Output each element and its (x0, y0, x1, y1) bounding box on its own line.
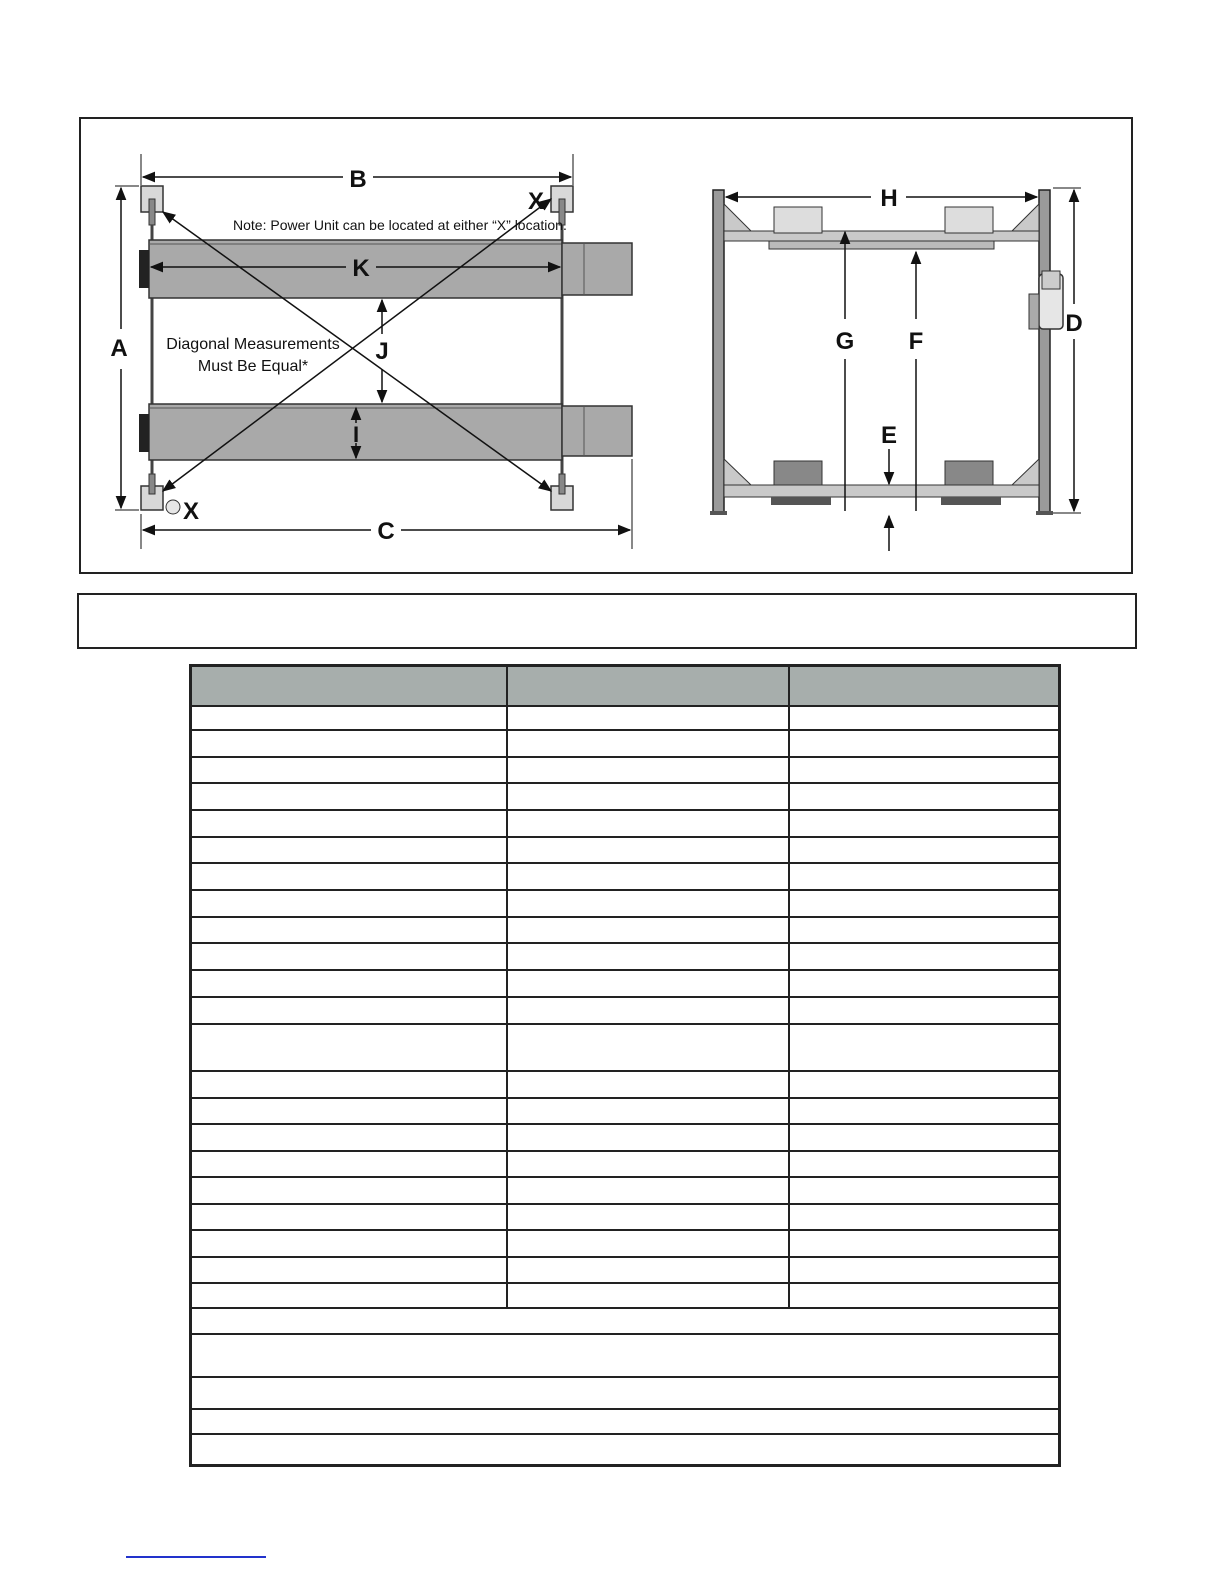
footer-link-underline[interactable] (126, 1556, 266, 1558)
table-note-row (192, 1309, 1058, 1335)
dim-label-j: J (375, 338, 389, 365)
diagonal-note-line1: Diagonal Measurements (166, 336, 340, 353)
diagonal-note-line2: Must Be Equal* (197, 358, 309, 375)
table-row (192, 1178, 1058, 1205)
dim-label-h: H (880, 185, 898, 212)
table-row (192, 731, 1058, 758)
table-note-row (192, 1378, 1058, 1410)
power-unit-marker-bottom: X (182, 498, 200, 525)
table-row (192, 998, 1058, 1025)
dim-label-i: I (352, 422, 360, 447)
table-row (192, 1099, 1058, 1125)
table-row (192, 838, 1058, 864)
table-row (192, 1205, 1058, 1231)
dim-label-a: A (110, 335, 128, 362)
table-note-row (192, 1335, 1058, 1378)
table-row (192, 1072, 1058, 1099)
table-row (192, 1231, 1058, 1258)
table-row (192, 1284, 1058, 1309)
table-row (192, 864, 1058, 891)
table-row (192, 1258, 1058, 1284)
plan-view (110, 154, 632, 549)
table-row (192, 705, 1058, 731)
post-bottom-left (141, 474, 180, 514)
power-unit-note: Note: Power Unit can be located at either “X” location. (233, 217, 567, 233)
table-row (192, 918, 1058, 944)
elevation-post-right (1039, 190, 1050, 513)
dim-label-b: B (349, 166, 367, 193)
table-row (192, 971, 1058, 998)
table-row (192, 1125, 1058, 1152)
dim-label-e: E (880, 422, 898, 449)
table-row (192, 1152, 1058, 1178)
specifications-caption-box (77, 593, 1137, 649)
runway-bottom (139, 404, 632, 460)
table-row (192, 891, 1058, 918)
post-bottom-right (551, 474, 573, 510)
specifications-table (189, 664, 1061, 1467)
table-note-row (192, 1410, 1058, 1435)
table-row (192, 811, 1058, 838)
post-top-left (141, 186, 163, 225)
table-row (192, 784, 1058, 811)
dim-label-c: C (377, 518, 395, 545)
table-header-row (192, 667, 1058, 707)
table-row (192, 1025, 1058, 1072)
dim-label-d: D (1065, 310, 1083, 337)
elevation-view (710, 185, 1083, 551)
diagram-frame (79, 117, 1133, 574)
dim-label-g: G (835, 328, 855, 355)
table-row (192, 944, 1058, 971)
lift-diagram (81, 119, 1135, 576)
table-row (192, 758, 1058, 784)
power-unit-marker-top: X (527, 188, 545, 215)
elevation-post-left (713, 190, 724, 513)
dim-label-f: F (908, 328, 924, 355)
dim-label-k: K (352, 255, 370, 282)
